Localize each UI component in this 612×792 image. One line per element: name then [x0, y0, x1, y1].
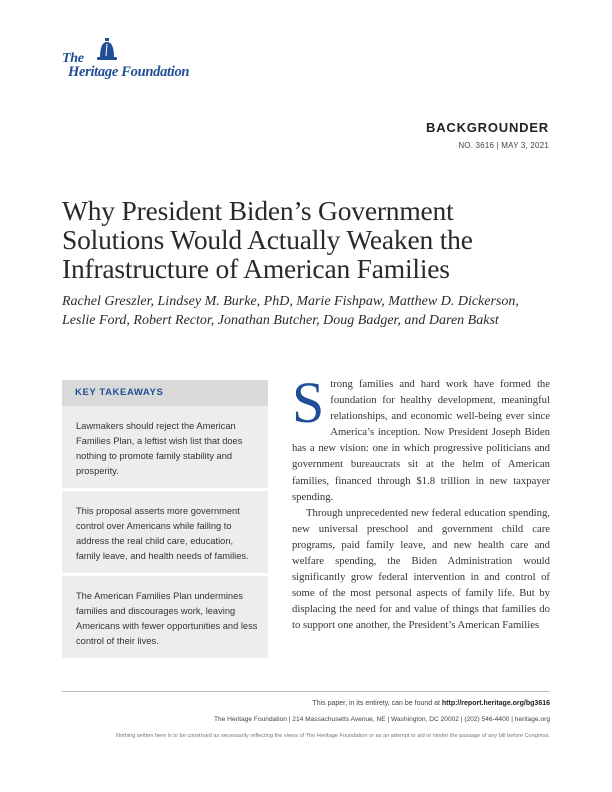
logo-name: Heritage Foundation: [68, 64, 190, 80]
body-paragraph-1: [292, 370, 550, 505]
footer-address: The Heritage Foundation | 214 Massachusetts Avenue, NE | Washington, DC 20002 | (202) 546-4400 | heritage.org: [213, 716, 550, 723]
body-paragraph-1-text: trong families and hard work have formed the foundation for healthy development, meaningful relationships, and economic well-being ever since America’s inception. Now President Joseph Biden has a new vision: one in which progressive politicians and government bureaucrats sit at the helm of American families, financed through $1.8 trillion in new taxpayer spending.: [292, 378, 550, 503]
takeaway-item: [62, 491, 268, 576]
heritage-logo: [62, 38, 222, 86]
footer-link-prefix: This paper, in its entirety, can be found at: [312, 700, 442, 707]
footer-disclaimer: Nothing written here is to be construed as necessarily reflecting the views of The Heritage Foundation or as an attempt to aid or hinder the passage of any bill before Congress.: [116, 733, 550, 739]
takeaway-text: Lawmakers should reject the American Families Plan, a leftist wish list that does nothing to promote family stability and prosperity.: [76, 421, 243, 476]
footer-report-link-line: [312, 700, 550, 707]
key-takeaways-heading: KEY TAKEAWAYS: [75, 387, 164, 398]
body-paragraph-2: Through unprecedented new federal education spending, new universal preschool and government child care programs, paid family leave, and new health care and welfare spending, the Biden Administration would significantly grow federal intervention in and control of some of the most personal aspects of family life. But by displacing the need for and value of things that families do to support one another, the President’s American Families: [292, 506, 550, 632]
page-title: Why President Biden’s Government Solutions Would Actually Weaken the Infrastructure of American Families: [62, 195, 473, 284]
document-type: BACKGROUNDER: [426, 120, 549, 135]
document-meta: NO. 3616 | MAY 3, 2021: [458, 141, 549, 150]
takeaway-item: [62, 576, 268, 658]
authors: Rachel Greszler, Lindsey M. Burke, PhD, Marie Fishpaw, Matthew D. Dickerson, Leslie Ford, Robert Rector, Jonathan Butcher, Doug Badger, and Daren Bakst: [62, 294, 519, 328]
report-link[interactable]: http://report.heritage.org/bg3616: [441, 700, 550, 707]
logo-the: The: [62, 51, 84, 66]
drop-cap: S: [292, 370, 325, 435]
footer-divider: [62, 691, 550, 692]
takeaway-item: [62, 406, 268, 491]
liberty-bell-icon: [96, 38, 118, 62]
key-takeaways-header: [62, 380, 268, 406]
takeaway-text: This proposal asserts more government control over Americans while failing to address the real child care, education, family leave, and health needs of families.: [76, 506, 249, 561]
takeaway-text: The American Families Plan undermines families and discourages work, leaving Americans with fewer opportunities and less control of their lives.: [76, 591, 258, 646]
body-text: [292, 370, 550, 634]
